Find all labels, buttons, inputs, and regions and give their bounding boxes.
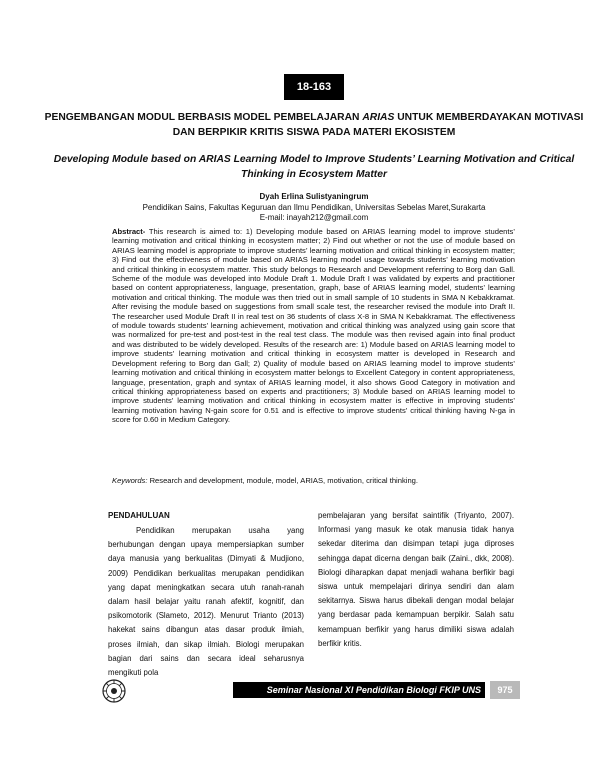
title-english: Developing Module based on ARIAS Learning Model to Improve Students’ Learning Motivation and Critical Thinking in Ecosystem Matter bbox=[53, 154, 575, 180]
abstract-text: This research is aimed to: 1) Developing module based on ARIAS learning model to improve students’ learning motivation and critical thinking in ecosystem matter; 2) Find out whether or not the use of module based on ARIAS learning model is appropriate to improve students’ learning motivation and critical thinking in ecosystem matter; 3) Find out the effectiveness of module based on ARIAS learning model usage towards students’ learning motivation and critical thinking in ecosystem matter. This study belongs to Research and Development referring to Borg dan Gall. Scheme of the module was developed into Module Draft 1. Module Draft I was validated by experts and practitioner based on content appropriateness, language, presentation, graph, base of ARIAS learning model, students’ learning motivation and critical thinking. The module was then tried out in small sample of 10 students in SMA N Kebakkramat. After revising the module based on suggestions from small scale test, the researcher revised the module into Draft II. The researcher used Module Draft II in real test on 36 students of class X-8 in SMA N Kebakkramat. The effectiveness of module towards students’ learning achievement, motivation and critical thinking was analyzed using gain score that was normalized for pre-test and post-test in the real test class. The module was then revised again into final product and was distributed to be widely developed. Results of the research are: 1) Module based on ARIAS learning model to improve students’ learning motivation and critical thinking in ecosystem matter is developed in Research and Development refering to Borg dan Gall; 2) Quality of module based on ARIAS learning model to improve students’ learning motivation and critical thinking in ecosystem matter belongs to Excellent Category in content appropriateness, language, presentation, graph and syntax of ARIAS learning model, it also shows Good Category in motivation and critical thinking appropriateness based on experts and practitioners; 3) Module based on ARIAS learning model to improve students’ learning motivation and critical thinking in ecosystem matter is effective in improving students’ learning motivation having N-gain score for 0.51 and is effective to improve students’ critical thinking having N-ga in score for 0.60 in Medium Category. bbox=[112, 227, 515, 425]
author-block bbox=[40, 192, 588, 224]
title-indonesian-part2: UNTUK MEMBERDAYAKAN MOTIVASI DAN BERPIKIR KRITIS SISWA PADA MATERI EKOSISTEM bbox=[172, 112, 584, 138]
author-affiliation: Pendidikan Sains, Fakultas Keguruan dan Ilmu Pendidikan, Universitas Sebelas Maret,Surakarta bbox=[142, 202, 486, 212]
paper-id-badge: 18-163 bbox=[284, 74, 344, 100]
author-email: E-mail: inayah212@gmail.com bbox=[259, 213, 369, 222]
keywords-text: Research and development, module, model, ARIAS, motivation, critical thinking. bbox=[147, 476, 419, 485]
seminar-footer: Seminar Nasional XI Pendidikan Biologi FKIP UNS bbox=[233, 682, 485, 698]
intro-column-right bbox=[318, 509, 514, 651]
intro-column-left bbox=[108, 510, 304, 680]
author-name: Dyah Erlina Sulistyaningrum bbox=[259, 192, 369, 201]
abstract bbox=[112, 227, 515, 425]
page-number: 975 bbox=[490, 681, 520, 699]
title-indonesian-part1: PENGEMBANGAN MODUL BERBASIS MODEL PEMBELAJARAN bbox=[44, 112, 363, 123]
section-heading: PENDAHULUAN bbox=[108, 511, 170, 520]
keywords bbox=[112, 476, 515, 485]
title-arias: ARIAS bbox=[362, 112, 395, 123]
keywords-label: Keywords: bbox=[112, 476, 148, 485]
abstract-label: Abstract- bbox=[112, 227, 146, 236]
intro-paragraph-right: pembelajaran yang bersifat saintifik (Triyanto, 2007). Informasi yang masuk ke otak manusia tidak hanya sekedar diterima dan disimpan tetapi juga diproses sehingga dapat dicerna dengan baik (Zaini., dkk, 2008). Biologi diharapkan dapat menjadi wahana berfikir bagi siswa untuk mempelajari dirinya sendiri dan alam sekitarnya. Siswa harus dibekali dengan modal belajar yang berdasar pada kemampuan berpikir. Salah satu kemampuan berfikir yang harus dimiliki siswa adalah berfikir kritis. bbox=[318, 511, 514, 648]
intro-paragraph-left: Pendidikan merupakan usaha yang berhubungan dengan upaya mempersiapkan sumber daya manusia yang berkualitas (Dimyati & Mudjiono, 2009) Pendidikan berkualitas merupakan pendidikan yang dapat meningkatkan secara utuh ranah-ranah dalam hasil belajar yaitu ranah afektif, kognitif, dan psikomotorik (Slameto, 2012). Menurut Trianto (2013) hakekat sains dibangun atas dasar produk ilmiah, proses ilmiah, dan sikap ilmiah. Biologi merupakan bagian dari sains dan secara ideal seharusnya mengikuti pola bbox=[108, 526, 304, 678]
university-logo-icon bbox=[102, 679, 126, 703]
title-indonesian bbox=[40, 110, 588, 140]
